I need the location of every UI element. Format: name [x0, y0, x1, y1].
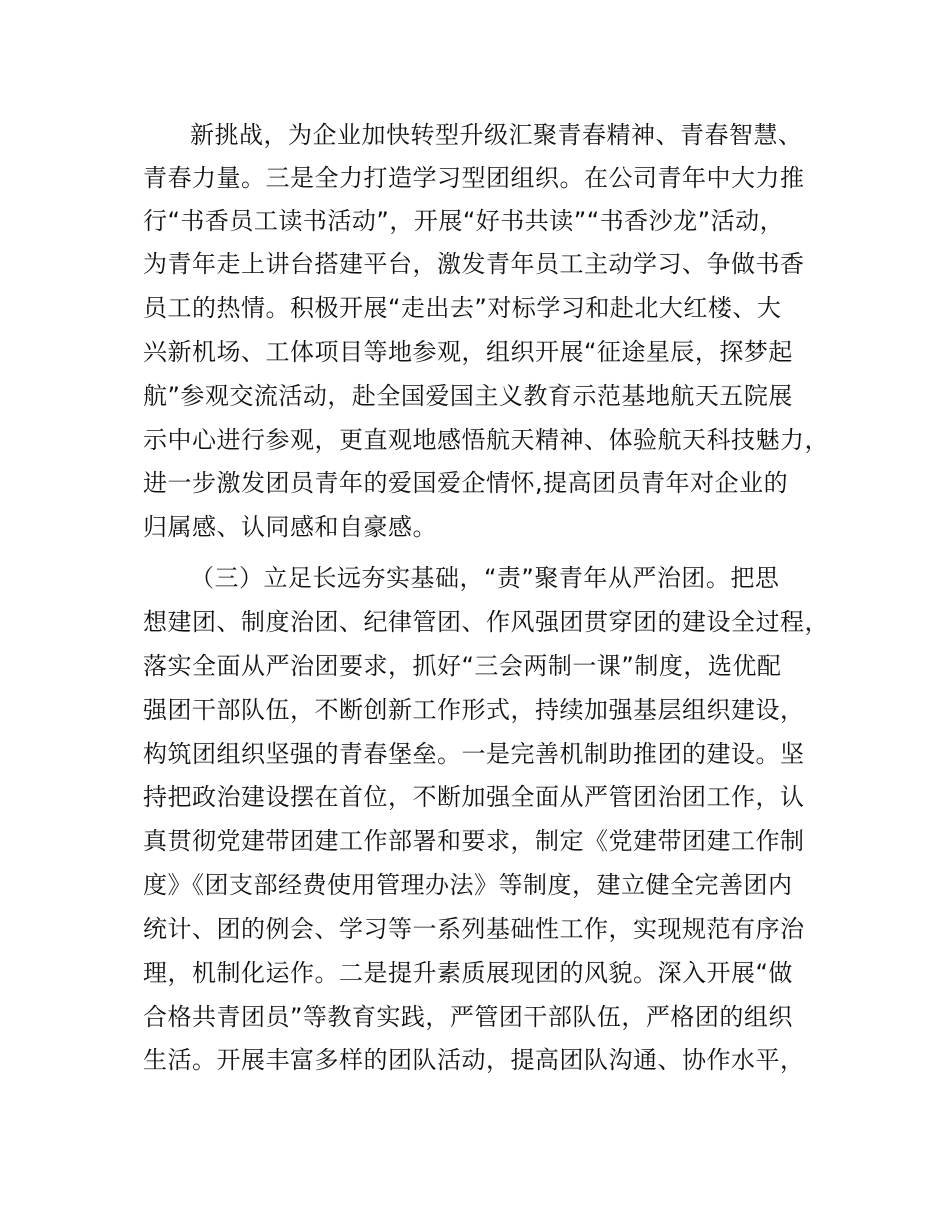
text-line: 归属感、认同感和自豪感。	[143, 513, 437, 541]
text-line: 真贯彻党建带团建工作部署和要求，制定《党建带团建工作制	[143, 827, 805, 855]
text-line: 新挑战，为企业加快转型升级汇聚青春精神、青春智慧、	[190, 121, 803, 149]
text-line: 合格共青团员”等教育实践，严管团干部队伍，严格团的组织	[143, 1003, 793, 1031]
text-line: 理，机制化运作。二是提升素质展现团的风貌。深入开展“做	[143, 959, 793, 987]
text-line: 行“书香员工读书活动”，开展“好书共读”“书香沙龙”活动，	[143, 207, 785, 235]
text-line: 进一步激发团员青年的爱国爱企情怀,提高团员青年对企业的	[143, 469, 789, 497]
text-line: 想建团、制度治团、纪律管团、作风强团贯穿团的建设全过程，	[143, 608, 829, 636]
text-line: 统计、团的例会、学习等一系列基础性工作，实现规范有序治	[143, 915, 805, 943]
text-line: 度》《团支部经费使用管理办法》等制度，建立健全完善团内	[143, 871, 793, 899]
text-line: 兴新机场、工体项目等地参观，组织开展“征途星辰，探梦起	[143, 338, 793, 366]
text-line: 生活。开展丰富多样的团队活动，提高团队沟通、协作水平，	[143, 1046, 805, 1074]
text-line: 航”参观交流活动，赴全国爱国主义教育示范基地航天五院展	[143, 382, 793, 410]
text-line: 员工的热情。积极开展“走出去”对标学习和赴北大红楼、大	[143, 294, 782, 322]
text-line: 强团干部队伍，不断创新工作形式，持续加强基层组织建设，	[143, 696, 805, 724]
text-line: 落实全面从严治团要求，抓好“三会两制一课”制度，选优配	[143, 652, 782, 680]
text-line: 示中心进行参观，更直观地感悟航天精神、体验航天科技魅力，	[143, 426, 829, 454]
text-line: 青春力量。三是全力打造学习型团组织。在公司青年中大力推	[143, 164, 805, 192]
text-line: 构筑团组织坚强的青春堡垒。一是完善机制助推团的建设。坚	[143, 740, 805, 768]
text-line: 为青年走上讲台搭建平台，激发青年员工主动学习、争做书香	[143, 250, 805, 278]
text-line: （三）立足长远夯实基础，“责”聚青年从严治团。把思	[190, 564, 780, 592]
text-line: 持把政治建设摆在首位，不断加强全面从严管团治团工作，认	[143, 783, 805, 811]
